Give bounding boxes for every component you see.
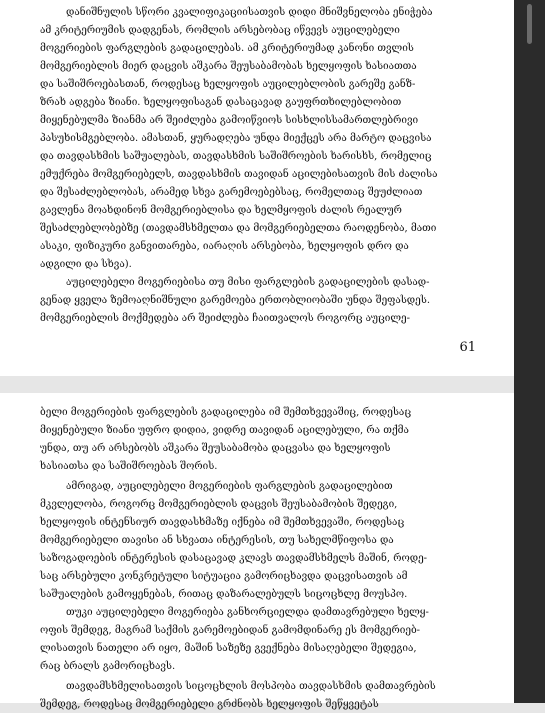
text-line: ამ კრიტერიუმის დადგენას, რომლის არსებობაც იწვევს აუცილებელი xyxy=(40,25,400,36)
text-line: თუკი აუცილებელი მოგერიება განხორციელდა დამთავრებული ხელყ- xyxy=(66,607,429,618)
text-line: თავდამსხმელისათვის სიცოცხლის მოსპობა თავდასხმის დამთავრების xyxy=(66,681,436,692)
text-line: და შესაძლებლობას, არამედ სხვა გარემოებებსაც, რომელთაც შეუძლიათ xyxy=(40,187,423,198)
text-line: უნდა, თუ არ არსებობს აშკარა შეუსაბამობა დაცვასა და ხელყოფის xyxy=(40,443,391,454)
text-line: და თავდასხმის საშუალებას, თავდასხმის საშიშროების ხარისხს, რომელიც xyxy=(40,151,432,162)
text-line: ხასიათსა და საშიშროებას შორის. xyxy=(40,461,218,472)
text-line: ასაკი, ფიზიკური განვითარება, იარაღის არსებობა, ხელყოფის დრო და xyxy=(40,241,409,252)
text-line: მკვლელობა, როგორც მომგერიებლის დაცვის შეუსაბამობის შედეგი, xyxy=(40,499,398,510)
text-line: მიყენებულმა ზიანმა არ შეიძლება გამოიწვიოს სისხლისსამართლებრივი xyxy=(40,115,419,126)
text-line: გენად ყველა ზემოაღნიშნული გარემოება ერთობლიობაში უნდა შეფასდეს. xyxy=(40,295,430,306)
text-line: დანიშნულის სწორი კვალიფიკაციისათვის დიდი მნიშვნელობა ენიჭება xyxy=(66,7,433,18)
text-line: აუცილებელი მოგერიებისა თუ მისი ფარგლების გადაცილების დასად- xyxy=(66,277,430,288)
text-line: ხელყოფის ინტენსიურ თავდასხმაზე იქნება იმ შემთხვევაში, როდესაც xyxy=(40,517,405,528)
document-page-62 xyxy=(0,393,514,710)
text-line: ზრახ ადგება ზიანი. ხელყოფისაგან დასაცავად გაუფრთხილებლობით xyxy=(40,97,402,108)
page-number: 61 xyxy=(459,340,476,355)
text-line: შესაძლებლობებზე (თავდამსხმელთა და მომგერიებელთა რაოდენობა, მათი xyxy=(40,223,437,234)
document-page-61 xyxy=(0,0,514,376)
text-line: ოფის შემდეგ, მაგრამ საქმის გარემოებიდან გამომდინარე ეს მომგერიებ- xyxy=(40,625,421,636)
text-line: ლისათვის ნათელი არ იყო, მაშინ საზეზე გვექნება მისაღებელი შედეგია, xyxy=(40,643,417,654)
text-line: პასუხისმგებლობა. ამასთან, ყურადღება უნდა მიექცეს არა მარტო დაცვისა xyxy=(40,133,432,144)
text-line: ადგილი და სხვა). xyxy=(40,259,132,270)
text-line: ამრიგად, აუცილებელი მოგერიების ფარგლების გადაცილებით xyxy=(66,481,393,492)
text-line: საზოგადოების ინტერესის დასაცავად კლავს თავდამსხმელს მაშინ, როდე- xyxy=(40,553,428,564)
text-line: მომგერიებელი თავისი ან სხვათა ინტერესის, თუ სახელმწიფოსა და xyxy=(40,535,394,546)
scroll-thumb[interactable] xyxy=(527,4,532,44)
text-line: შემდეგ, როდესაც მომგერიებელი გრძნობს ხელყოფის შეწყვეტას xyxy=(40,699,379,710)
text-line: რაც ბრალს გამორიცხავს. xyxy=(40,661,176,672)
text-line: გავლენა მოახდინონ მომგერიებლისა და ხელმყოფის ძალის რეალურ xyxy=(40,205,402,216)
text-line: საშუალების გამოყენებას, რითაც დაზარალებულს სიცოცხლე მოუსპო. xyxy=(40,589,408,600)
scrollbar[interactable] xyxy=(514,0,545,703)
text-line: საც არსებული კონკრეტული სიტუაცია გამორიცხავდა დაცვისათვის ამ xyxy=(40,571,408,582)
text-line: ბელი მოგერიების ფარგლების გადაცილება იმ შემთხვევაშიც, როდესაც xyxy=(40,407,412,418)
text-line: მომგერიებლის მიერ დაცვის აშკარა შეუსაბამობას ხელყოფის ხასიათთა xyxy=(40,61,417,72)
text-line: მოგერიების ფარგლების გადაცილებას. ამ კრიტერიუმად კანონი თვლის xyxy=(40,43,414,54)
text-line: ემუქრება მომგერიებელს, თავდასხმის თავიდან აცილებისათვის მის ძალისა xyxy=(40,169,438,180)
text-line: მომგერიებლის მოქმედება არ შეიძლება ჩაითვალოს როგორც აუცილე- xyxy=(40,313,411,324)
text-line: მიყენებული ზიანი უფრო დიდია, ვიდრე თავიდან აცილებული, რა თქმა xyxy=(40,425,409,436)
text-line: და საშიშროებასთან, როდესაც ხელყოფის აუცილებლობის გარეშე განზ- xyxy=(40,79,416,90)
